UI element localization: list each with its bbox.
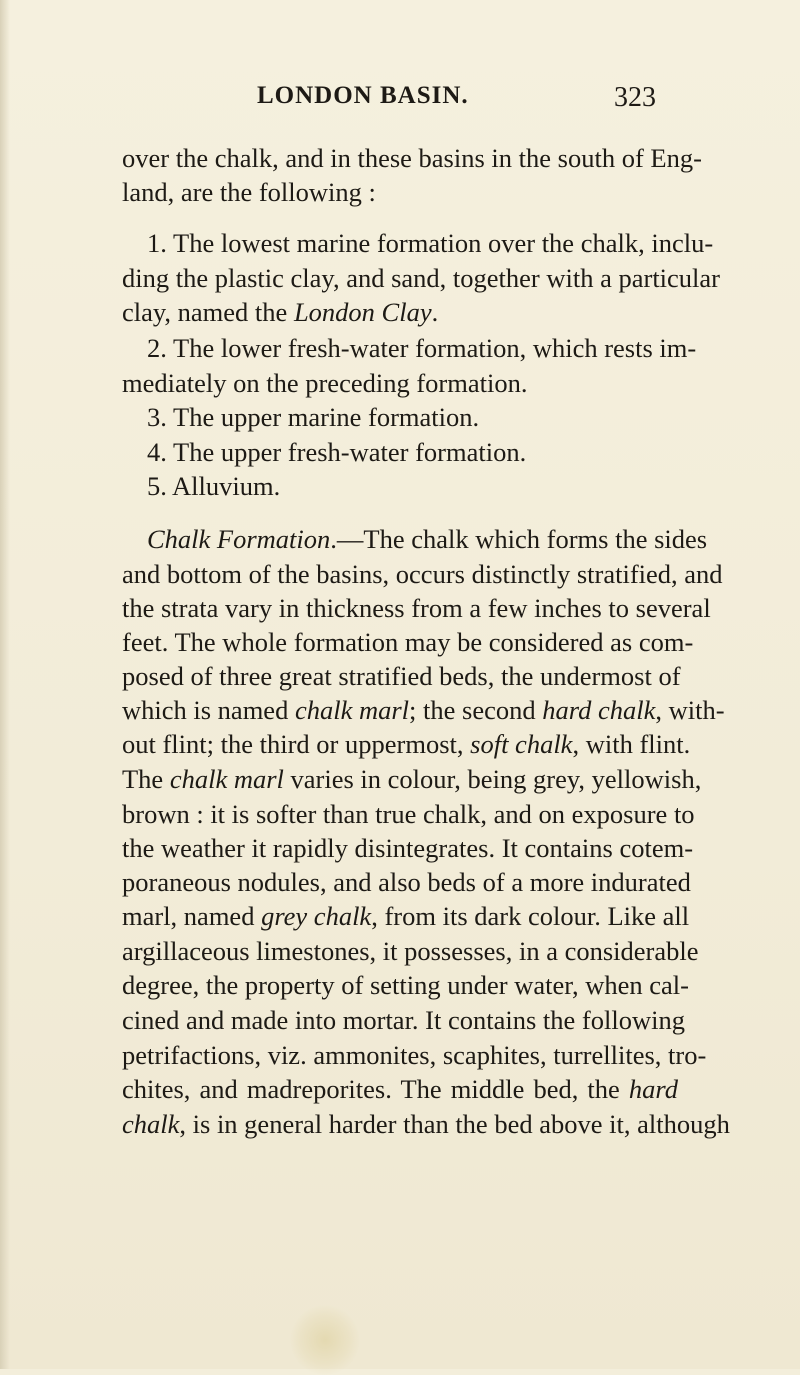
paper-stain: [290, 1305, 360, 1375]
text-line: mediately on the preceding formation.: [122, 368, 528, 398]
italic-term: grey chalk: [261, 901, 372, 931]
text-line: clay, named the London Clay.: [122, 297, 439, 327]
page-edge-shadow: [0, 0, 10, 1369]
text-line: and bottom of the basins, occurs distinctly stratified, and: [122, 559, 723, 589]
text-line: marl, named grey chalk, from its dark colour. Like all: [122, 901, 690, 931]
text-line: land, are the following :: [122, 177, 376, 207]
text-line: the strata vary in thickness from a few inches to several: [122, 593, 711, 623]
text-line: feet. The whole formation may be considered as com-: [122, 627, 694, 657]
page-number: 323: [614, 82, 656, 113]
text-line: out flint; the third or uppermost, soft chalk, with flint.: [122, 729, 691, 759]
page-header: [0, 76, 800, 116]
text-line: poraneous nodules, and also beds of a more indurated: [122, 867, 691, 897]
text-line: over the chalk, and in these basins in the south of Eng-: [122, 143, 702, 173]
italic-term: hard chalk: [542, 695, 656, 725]
text-line: the weather it rapidly disintegrates. It contains cotem-: [122, 833, 694, 863]
list-item: 5. Alluvium.: [147, 471, 281, 501]
italic-term: soft chalk: [470, 729, 573, 759]
text-line: argillaceous limestones, it possesses, in a considerable: [122, 936, 699, 966]
list-item: 3. The upper marine formation.: [147, 402, 480, 432]
text-line: chites, and madreporites. The middle bed, the hard: [122, 1074, 678, 1104]
text-line: ding the plastic clay, and sand, together with a particular: [122, 263, 721, 293]
italic-term: hard: [628, 1074, 678, 1104]
text-line: posed of three great stratified beds, the undermost of: [122, 661, 681, 691]
text-line: cined and made into mortar. It contains the following: [122, 1005, 685, 1035]
italic-term: chalk marl: [294, 695, 410, 725]
section-heading: Chalk Formation: [147, 524, 331, 554]
list-item: 2. The lower fresh-water formation, which rests im-: [147, 333, 697, 363]
text-line: brown : it is softer than true chalk, and on exposure to: [122, 799, 695, 829]
text-line: petrifactions, viz. ammonites, scaphites, turrellites, tro-: [122, 1040, 707, 1070]
italic-term: London Clay: [293, 297, 432, 327]
text-line: chalk, is in general harder than the bed above it, although: [122, 1109, 730, 1139]
section-heading-line: Chalk Formation.—The chalk which forms the sides: [147, 524, 708, 554]
list-item: 1. The lowest marine formation over the chalk, inclu-: [147, 228, 714, 258]
text-line: The chalk marl varies in colour, being grey, yellowish,: [122, 764, 702, 794]
list-item: 4. The upper fresh-water formation.: [147, 437, 527, 467]
text-line: degree, the property of setting under water, when cal-: [122, 970, 689, 1000]
italic-term: chalk: [122, 1109, 180, 1139]
running-head: LONDON BASIN.: [257, 82, 469, 109]
text-line: which is named chalk marl; the second hard chalk, with-: [122, 695, 725, 725]
italic-term: chalk marl: [169, 764, 284, 794]
